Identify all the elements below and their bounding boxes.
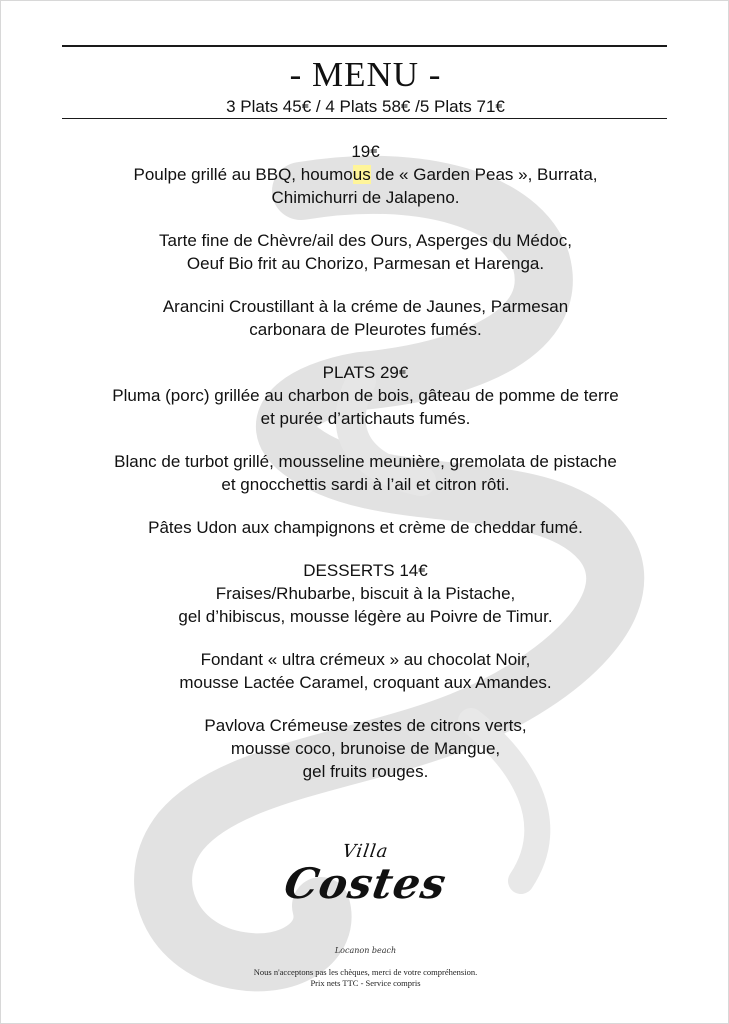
starter-3-line-2: carbonara de Pleurotes fumés. bbox=[249, 320, 482, 339]
dessert-2-line-2: mousse Lactée Caramel, croquant aux Amandes. bbox=[179, 673, 552, 692]
desserts-heading: DESSERTS 14€ bbox=[303, 561, 428, 580]
main-1-line-2: et purée d’artichauts fumés. bbox=[260, 409, 471, 428]
dessert-3-line-3: gel fruits rouges. bbox=[302, 762, 429, 781]
dessert-1-line-2: gel d’hibiscus, mousse légère au Poivre de Timur. bbox=[178, 607, 553, 626]
dessert-3-line-1: Pavlova Crémeuse zestes de citrons verts, bbox=[204, 716, 527, 735]
dessert-1-line-1: Fraises/Rhubarbe, biscuit à la Pistache, bbox=[215, 584, 516, 603]
menu-prices: 3 Plats 45€ / 4 Plats 58€ /5 Plats 71€ bbox=[226, 97, 505, 116]
starter-3-line-1: Arancini Croustillant à la créme de Jaunes, Parmesan bbox=[162, 297, 569, 316]
mains-heading: PLATS 29€ bbox=[322, 363, 409, 382]
top-divider bbox=[62, 45, 667, 47]
header-divider bbox=[62, 118, 667, 119]
dessert-3-line-2: mousse coco, brunoise de Mangue, bbox=[230, 739, 501, 758]
text-highlight: us bbox=[352, 165, 371, 184]
main-2-line-1: Blanc de turbot grillé, mousseline meunière, gremolata de pistache bbox=[114, 452, 617, 471]
starter-1-line-1: Poulpe grillé au BBQ, houmous de « Garden Peas », Burrata, bbox=[133, 165, 598, 184]
footer-price-notice: Prix nets TTC - Service compris bbox=[310, 978, 421, 988]
starters-heading: 19€ bbox=[351, 142, 380, 161]
main-2-line-2: et gnocchettis sardi à l’ail et citron rôti. bbox=[221, 475, 510, 494]
logo-villa-text: Villa bbox=[341, 841, 390, 862]
menu-title: - MENU - bbox=[289, 55, 442, 94]
starter-1-line-2: Chimichurri de Jalapeno. bbox=[271, 188, 460, 207]
logo-costes-text: Costes bbox=[280, 859, 451, 908]
logo-subtitle: Locanon beach bbox=[334, 946, 397, 955]
starter-2-line-1: Tarte fine de Chèvre/ail des Ours, Asperges du Médoc, bbox=[159, 231, 572, 250]
dessert-2-line-1: Fondant « ultra crémeux » au chocolat Noir, bbox=[200, 650, 531, 669]
menu-content bbox=[1, 140, 729, 783]
footer-cheque-notice: Nous n'acceptons pas les chèques, merci de votre compréhension. bbox=[253, 967, 478, 977]
main-3-line-1: Pâtes Udon aux champignons et crème de cheddar fumé. bbox=[148, 518, 583, 537]
main-1-line-1: Pluma (porc) grillée au charbon de bois, gâteau de pomme de terre bbox=[112, 386, 619, 405]
starter-2-line-2: Oeuf Bio frit au Chorizo, Parmesan et Harenga. bbox=[186, 254, 545, 273]
footer bbox=[1, 967, 729, 989]
